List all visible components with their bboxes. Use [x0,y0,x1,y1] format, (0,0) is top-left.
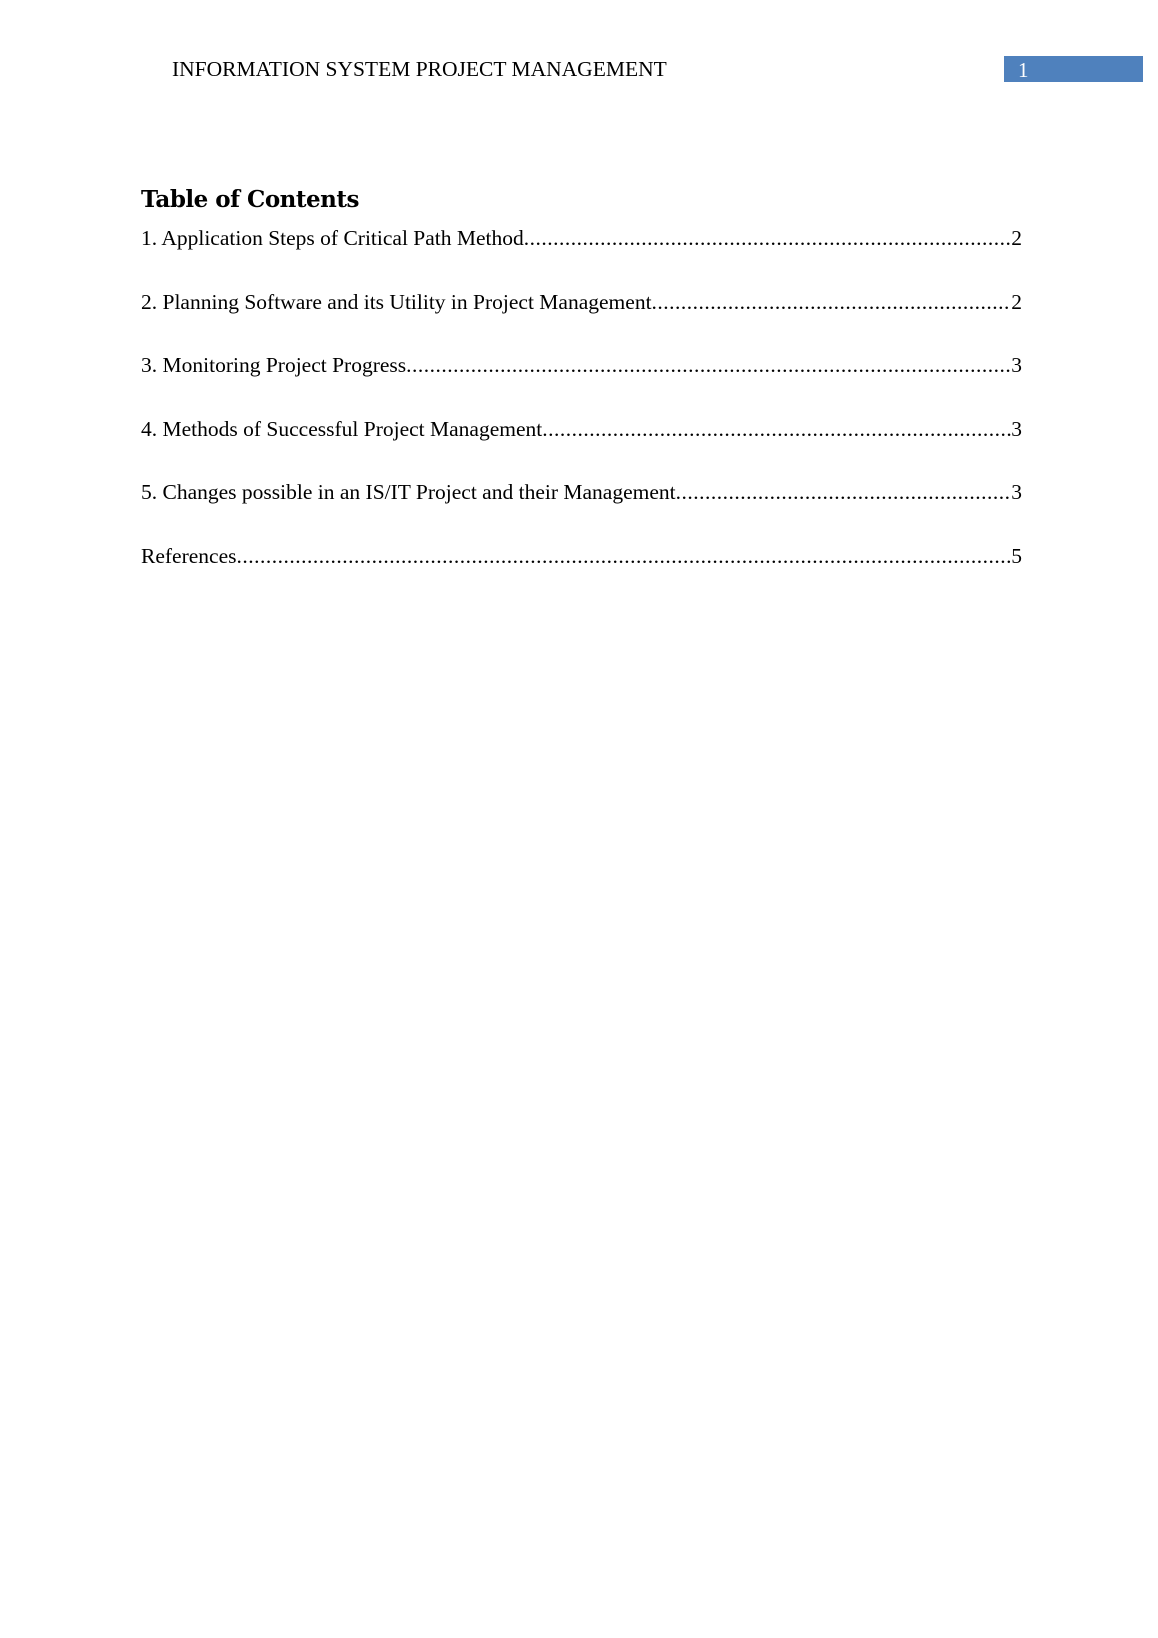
toc-entry-label: 5. Changes possible in an IS/IT Project and their Management [141,480,676,504]
dot-leader [542,415,1011,443]
dot-leader [676,478,1012,506]
toc-entry-label: 1. Application Steps of Critical Path Method [141,226,524,250]
running-header-title: INFORMATION SYSTEM PROJECT MANAGEMENT [172,57,667,81]
dot-leader [652,288,1012,316]
toc-heading: Table of Contents [141,186,359,213]
dot-leader [237,542,1012,570]
table-of-contents [141,224,1022,605]
toc-entry[interactable] [141,351,1022,379]
dot-leader [524,224,1011,252]
toc-entry-page: 2 [1011,226,1022,250]
toc-entry-label: 3. Monitoring Project Progress [141,353,407,377]
toc-entry-label: References [141,543,237,568]
toc-entry-label: 4. Methods of Successful Project Management [141,416,543,441]
toc-entry-page: 2 [1011,289,1022,314]
toc-entry-label: 2. Planning Software and its Utility in Project Management [141,289,652,314]
toc-entry-page: 5 [1011,543,1022,568]
dot-leader [406,351,1011,379]
toc-entry[interactable] [141,478,1022,506]
toc-entry[interactable] [141,224,1022,252]
toc-entry-page: 3 [1011,416,1022,441]
toc-entry[interactable] [141,415,1022,443]
toc-entry[interactable] [141,542,1022,570]
toc-entry[interactable] [141,288,1022,316]
toc-entry-page: 3 [1011,480,1022,504]
page-number-badge [1004,56,1143,82]
page-number: 1 [1018,58,1029,82]
toc-entry-page: 3 [1011,353,1022,377]
